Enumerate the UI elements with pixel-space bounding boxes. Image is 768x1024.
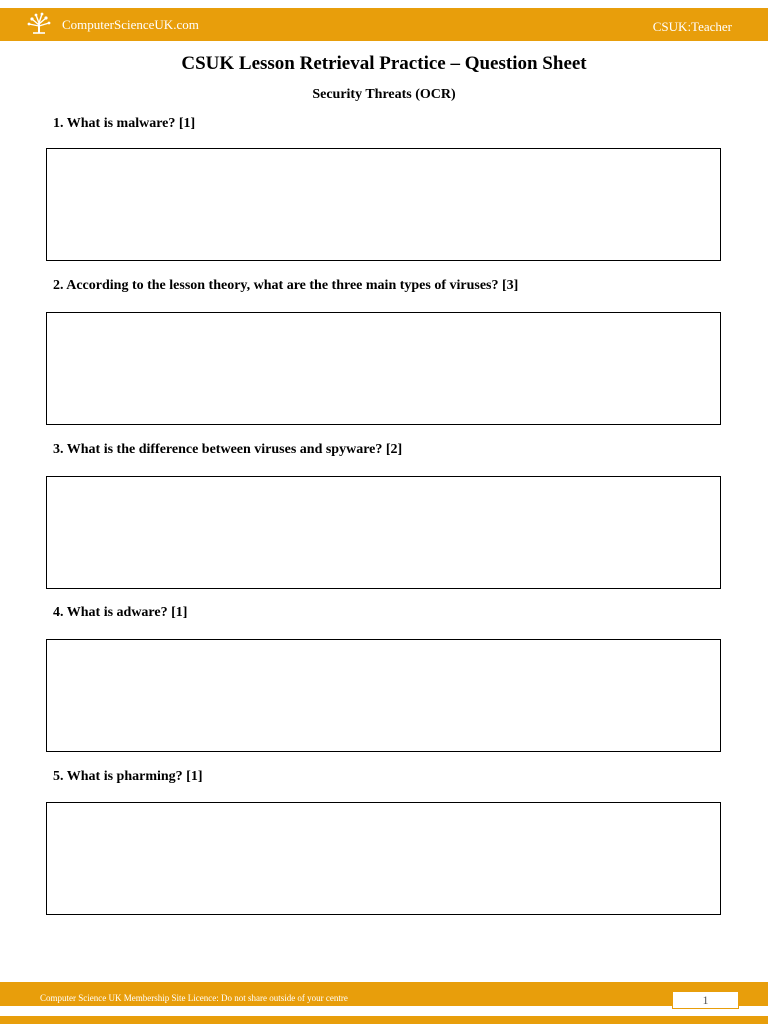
footer-bar [0,982,768,1006]
question-3: 3. What is the difference between viruses and spyware? [2] [53,442,403,457]
answer-box-5[interactable] [46,802,721,915]
answer-box-1[interactable] [46,148,721,261]
answer-box-4[interactable] [46,639,721,752]
page-number-box [673,992,738,1008]
question-5: 5. What is pharming? [1] [53,769,203,784]
site-name: ComputerScienceUK.com [62,17,199,32]
footer-licence: Computer Science UK Membership Site Licence: Do not share outside of your centre [40,993,348,1003]
page-title: CSUK Lesson Retrieval Practice – Question Sheet [181,53,587,74]
answer-box-3[interactable] [46,476,721,589]
question-1: 1. What is malware? [1] [53,116,196,131]
question-2: 2. According to the lesson theory, what are the three main types of viruses? [3] [53,278,519,293]
header-bar [0,8,768,41]
site-tag: CSUK:Teacher [652,19,732,34]
page-number: 1 [702,993,709,1007]
footer-stripe [0,1016,768,1024]
page-subtitle: Security Threats (OCR) [312,87,456,102]
question-4: 4. What is adware? [1] [53,605,188,620]
answer-box-2[interactable] [46,312,721,425]
tree-logo-icon [24,11,54,35]
